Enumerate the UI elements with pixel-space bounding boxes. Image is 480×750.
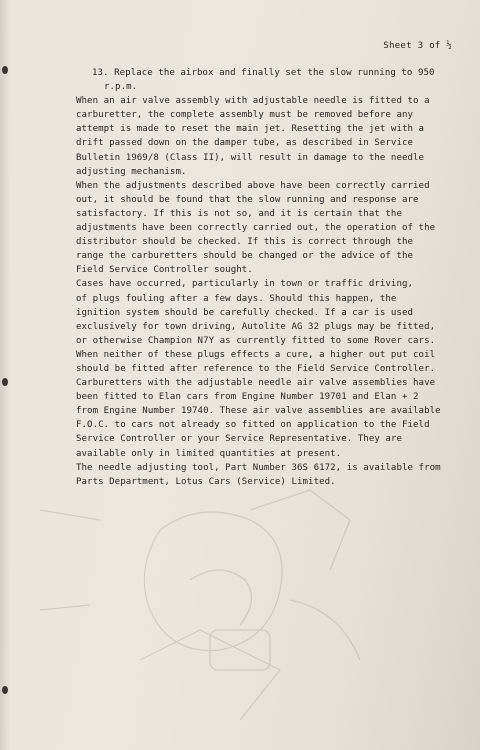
- sheet-number: Sheet 3 of ½: [383, 40, 452, 51]
- text-line: range the carburetters should be changed or the advice of the: [76, 251, 414, 262]
- item-13-line: r.p.m.: [104, 82, 138, 93]
- text-line: satisfactory. If this is not so, and it is certain that the: [76, 208, 402, 219]
- punch-hole: [2, 686, 8, 694]
- text-line: attempt is made to reset the main jet. Resetting the jet with a: [76, 124, 425, 135]
- text-line: The needle adjusting tool, Part Number 36S 6172, is available from: [76, 462, 441, 473]
- text-line: Field Service Controller sought.: [76, 265, 253, 276]
- text-line: Carburetters with the adjustable needle air valve assemblies have: [76, 378, 436, 389]
- punch-hole: [2, 66, 8, 74]
- text-line: When the adjustments described above have been correctly carried: [76, 180, 430, 191]
- text-line: Service Controller or your Service Representative. They are: [76, 434, 402, 445]
- text-line: adjusting mechanism.: [76, 166, 187, 177]
- page-edge-shadow: [0, 0, 10, 750]
- text-line: should be fitted after reference to the Field Service Controller.: [76, 363, 436, 374]
- text-line: of plugs fouling after a few days. Should this happen, the: [76, 293, 397, 304]
- item-13-line: [76, 66, 448, 80]
- punch-hole: [2, 378, 8, 386]
- text-line: ignition system should be carefully checked. If a car is used: [76, 307, 414, 318]
- text-line: available only in limited quantities at present.: [76, 448, 342, 459]
- text-line: Bulletin 1969/8 (Class II), will result in damage to the needle: [76, 152, 425, 163]
- text-line: Cases have occurred, particularly in town or traffic driving,: [76, 279, 414, 290]
- text-line: drift passed down on the damper tube, as described in Service: [76, 138, 414, 149]
- text-line: Parts Department, Lotus Cars (Service) Limited.: [76, 476, 336, 487]
- text-line: from Engine Number 19740. These air valve assemblies are available: [76, 406, 441, 417]
- text-line: been fitted to Elan cars from Engine Number 19701 and Elan + 2: [76, 392, 419, 403]
- item-number: 13.: [92, 68, 109, 78]
- text-line: When neither of these plugs effects a cure, a higher out put coil: [76, 349, 436, 360]
- item-text: Replace the airbox and finally set the slow running to 950: [114, 68, 435, 78]
- show-through-diagram: [40, 470, 480, 750]
- text-line: distributor should be checked. If this is correct through the: [76, 237, 414, 248]
- bulletin-body: [76, 66, 448, 489]
- text-line: When an air valve assembly with adjustable needle is fitted to a: [76, 96, 430, 107]
- text-line: carburetter, the complete assembly must be removed before any: [76, 110, 414, 121]
- text-line: out, it should be found that the slow running and response are: [76, 194, 419, 205]
- text-line: or otherwise Champion N7Y as currently fitted to some Rover cars.: [76, 335, 436, 346]
- text-line: F.O.C. to cars not already so fitted on application to the Field: [76, 420, 430, 431]
- text-line: adjustments have been correctly carried out, the operation of the: [76, 223, 436, 234]
- text-line: exclusively for town driving, Autolite AG 32 plugs may be fitted,: [76, 321, 436, 332]
